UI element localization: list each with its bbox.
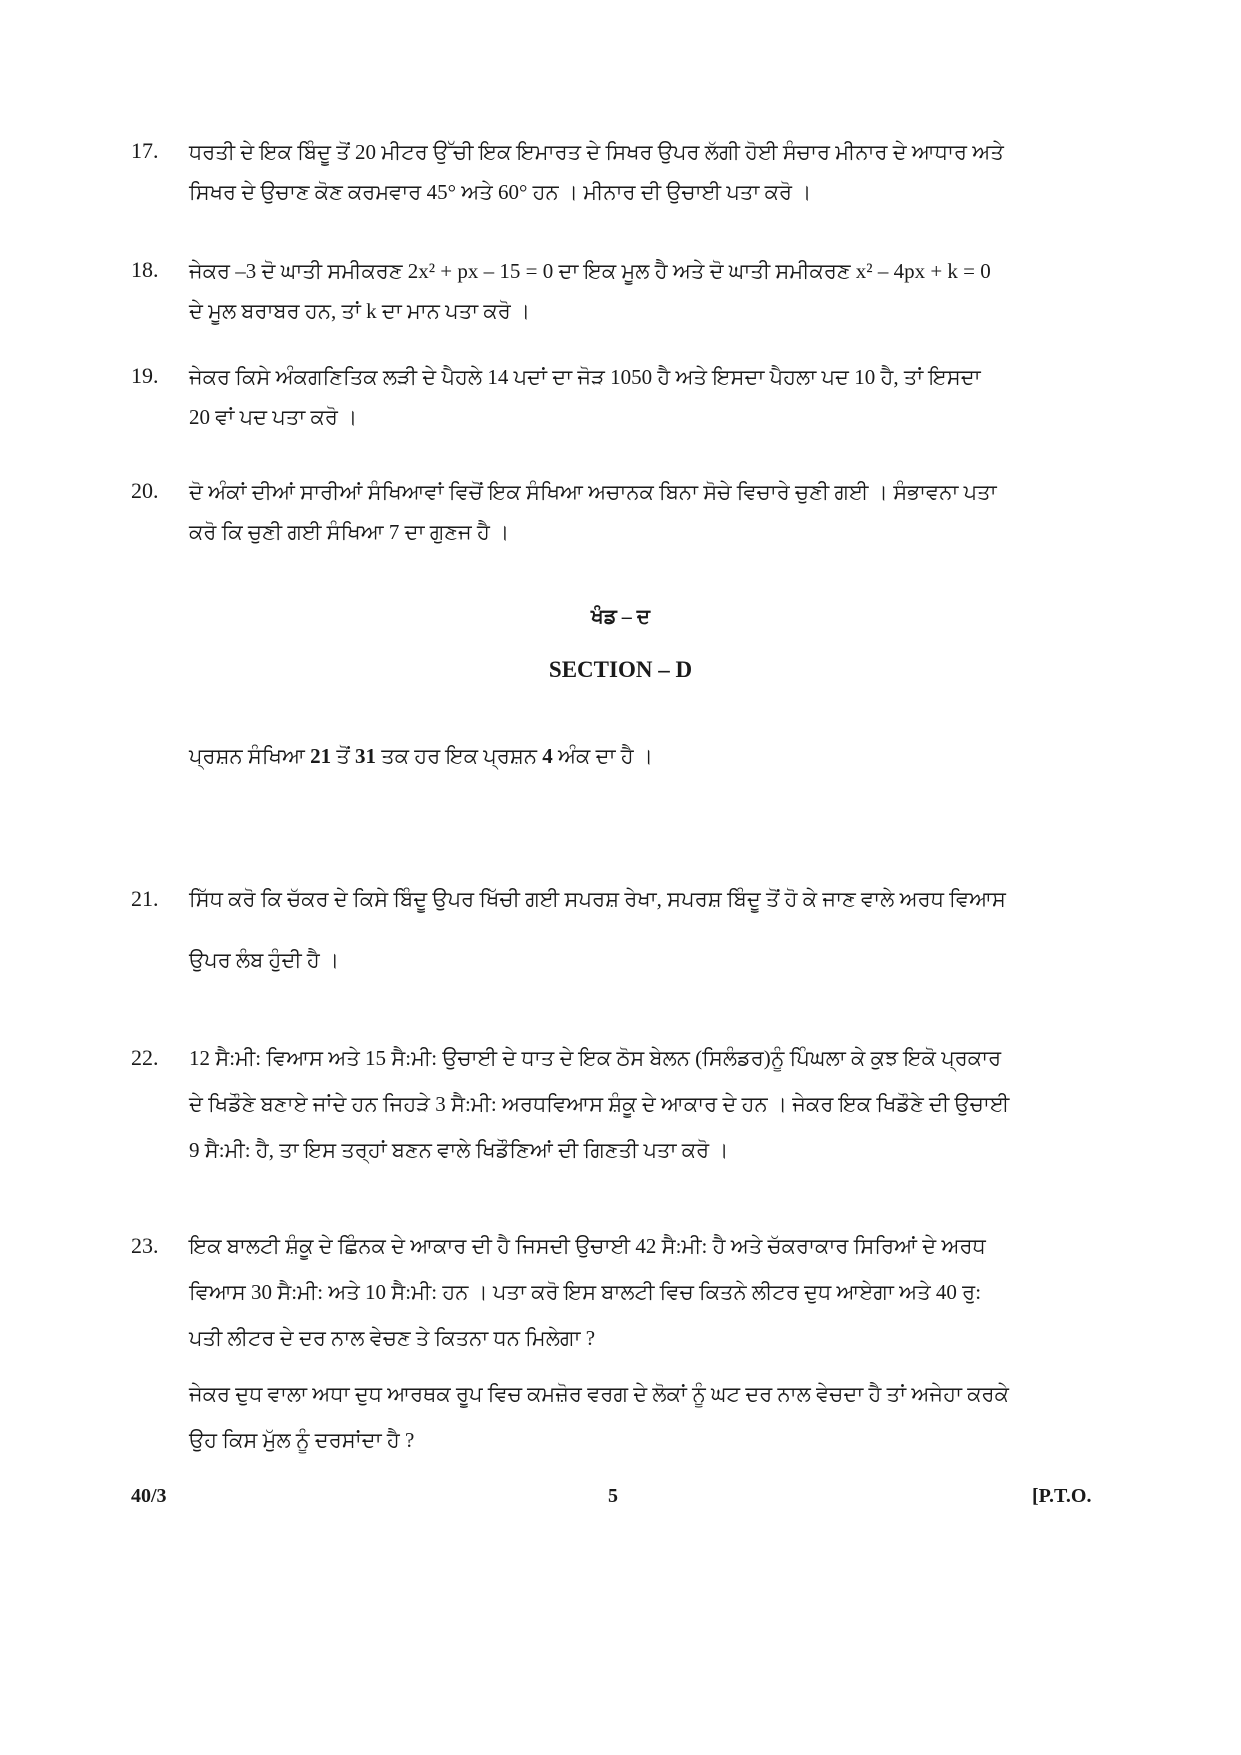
question-line: ਇਕ ਬਾਲਟੀ ਸ਼ੰਕੂ ਦੇ ਛਿੰਨਕ ਦੇ ਆਕਾਰ ਦੀ ਹੈ ਜਿਸਦੀ ਉਚਾਈ 42 ਸੈ:ਮੀ: ਹੈ ਅਤੇ ਚੱਕਰਾਕਾਰ ਸਿਰਿਆਂ ਦੇ ਅਰਧ [189, 1234, 986, 1258]
question-line: ਦੋ ਅੰਕਾਂ ਦੀਆਂ ਸਾਰੀਆਂ ਸੰਖਿਆਵਾਂ ਵਿਚੋਂ ਇਕ ਸੰਖਿਆ ਅਚਾਨਕ ਬਿਨਾ ਸੋਚੇ ਵਿਚਾਰੇ ਚੁਣੀ ਗਈ । ਸੰਭਾਵਨਾ ਪਤਾ [189, 480, 997, 504]
question-line: 12 ਸੈ:ਮੀ: ਵਿਆਸ ਅਤੇ 15 ਸੈ:ਮੀ: ਉਚਾਈ ਦੇ ਧਾਤ ਦੇ ਇਕ ਠੋਸ ਬੇਲਨ (ਸਿਲੰਡਰ)ਨੂੰ ਪਿੰਘਲਾ ਕੇ ਕੁਝ ਇਕੋ ਪ੍ਰਕਾਰ [189, 1046, 1002, 1070]
section-heading-punjabi: ਖੰਡ – ਦ [591, 606, 650, 628]
question-line: ਜੇਕਰ ਕਿਸੇ ਅੰਕਗਣਿਤਿਕ ਲੜੀ ਦੇ ਪੈਹਲੇ 14 ਪਦਾਂ ਦਾ ਜੋੜ 1050 ਹੈ ਅਤੇ ਇਸਦਾ ਪੈਹਲਾ ਪਦ 10 ਹੈ, ਤਾਂ ਇਸਦਾ [189, 365, 981, 389]
question-line: ਸਿੱਧ ਕਰੋ ਕਿ ਚੱਕਰ ਦੇ ਕਿਸੇ ਬਿੰਦੂ ਉਪਰ ਖਿੱਚੀ ਗਈ ਸਪਰਸ਼ ਰੇਖਾ, ਸਪਰਸ਼ ਬਿੰਦੂ ਤੋਂ ਹੋ ਕੇ ਜਾਣ ਵਾਲੇ ਅਰਧ ਵਿਆਸ [189, 887, 1006, 911]
section-instruction [189, 744, 653, 769]
instruction-text: ਅੰਕ ਦਾ ਹੈ । [552, 744, 654, 768]
question-line: ਦੇ ਖਿਡੌਣੇ ਬਣਾਏ ਜਾਂਦੇ ਹਨ ਜਿਹੜੇ 3 ਸੈ:ਮੀ: ਅਰਧਵਿਆਸ ਸ਼ੰਕੂ ਦੇ ਆਕਾਰ ਦੇ ਹਨ । ਜੇਕਰ ਇਕ ਖਿਡੌਣੇ ਦੀ ਉਚਾਈ [189, 1092, 1010, 1116]
question-text [189, 132, 1091, 212]
question-number: 17. [131, 138, 159, 163]
question-number: 22. [131, 1045, 159, 1070]
question-text [189, 357, 1091, 437]
question-line: 20 ਵਾਂ ਪਦ ਪਤਾ ਕਰੋ । [189, 405, 358, 429]
question-number: 23. [131, 1233, 159, 1258]
paper-code: 40/3 [131, 1485, 167, 1507]
question-text [189, 869, 1091, 991]
question-number: 18. [131, 257, 159, 282]
question-number: 20. [131, 478, 159, 503]
instruction-number: 21 [310, 744, 332, 768]
question-line: ਪਤੀ ਲੀਟਰ ਦੇ ਦਰ ਨਾਲ ਵੇਚਣ ਤੇ ਕਿਤਨਾ ਧਨ ਮਿਲੇਗਾ ? [189, 1326, 596, 1350]
question-text [189, 251, 1091, 331]
question-number: 19. [131, 363, 159, 388]
question-line: ਵਿਆਸ 30 ਸੈ:ਮੀ: ਅਤੇ 10 ਸੈ:ਮੀ: ਹਨ । ਪਤਾ ਕਰੋ ਇਸ ਬਾਲਟੀ ਵਿਚ ਕਿਤਨੇ ਲੀਟਰ ਦੁਧ ਆਏਗਾ ਅਤੇ 40 ਰੁ: [189, 1280, 982, 1304]
instruction-number: 31 [355, 744, 377, 768]
question-line: ਧਰਤੀ ਦੇ ਇਕ ਬਿੰਦੂ ਤੋਂ 20 ਮੀਟਰ ਉੱਚੀ ਇਕ ਇਮਾਰਤ ਦੇ ਸਿਖਰ ਉਪਰ ਲੱਗੀ ਹੋਈ ਸੰਚਾਰ ਮੀਨਾਰ ਦੇ ਆਧਾਰ ਅਤੇ [189, 140, 1004, 164]
question-line: ਕਰੋ ਕਿ ਚੁਣੀ ਗਈ ਸੰਖਿਆ 7 ਦਾ ਗੁਣਜ ਹੈ । [189, 520, 510, 544]
question-line: ਉਹ ਕਿਸ ਮੁੱਲ ਨੂੰ ਦਰਸਾਂਦਾ ਹੈ ? [189, 1428, 415, 1452]
instruction-text: ਤੋਂ [331, 744, 356, 768]
question-line: 9 ਸੈ:ਮੀ: ਹੈ, ਤਾ ਇਸ ਤਰ੍ਹਾਂ ਬਣਨ ਵਾਲੇ ਖਿਡੌਣਿਆਂ ਦੀ ਗਿਣਤੀ ਪਤਾ ਕਰੋ । [189, 1138, 729, 1162]
instruction-text: ਪ੍ਰਸ਼ਨ ਸੰਖਿਆ [189, 744, 311, 768]
question-line: ਦੇ ਮੂਲ ਬਰਾਬਰ ਹਨ, ਤਾਂ k ਦਾ ਮਾਨ ਪਤਾ ਕਰੋ । [189, 299, 531, 323]
question-text [189, 472, 1091, 552]
section-heading-english: SECTION – D [548, 657, 693, 682]
instruction-text: ਤਕ ਹਰ ਇਕ ਪ੍ਰਸ਼ਨ [376, 744, 543, 768]
pto-marker: [P.T.O. [1032, 1485, 1092, 1507]
question-text [189, 1223, 1091, 1463]
question-line: ਜੇਕਰ –3 ਦੋ ਘਾਤੀ ਸਮੀਕਰਣ 2x² + px – 15 = 0 ਦਾ ਇਕ ਮੂਲ ਹੈ ਅਤੇ ਦੋ ਘਾਤੀ ਸਮੀਕਰਣ x² – 4px + k = 0 [189, 259, 991, 283]
question-number: 21. [131, 886, 159, 911]
question-line: ਉਪਰ ਲੰਬ ਹੁੰਦੀ ਹੈ । [189, 948, 340, 972]
instruction-number: 4 [542, 744, 553, 768]
page-number: 5 [608, 1485, 618, 1507]
question-text [189, 1035, 1091, 1173]
question-line: ਸਿਖਰ ਦੇ ਉਚਾਣ ਕੋਣ ਕਰਮਵਾਰ 45° ਅਤੇ 60° ਹਨ । ਮੀਨਾਰ ਦੀ ਉਚਾਈ ਪਤਾ ਕਰੋ । [189, 180, 812, 204]
question-line: ਜੇਕਰ ਦੁਧ ਵਾਲਾ ਅਧਾ ਦੁਧ ਆਰਥਕ ਰੂਪ ਵਿਚ ਕਮਜ਼ੋਰ ਵਰਗ ਦੇ ਲੋਕਾਂ ਨੂੰ ਘਟ ਦਰ ਨਾਲ ਵੇਚਦਾ ਹੈ ਤਾਂ ਅਜੇਹਾ ਕਰਕੇ [189, 1382, 1009, 1406]
